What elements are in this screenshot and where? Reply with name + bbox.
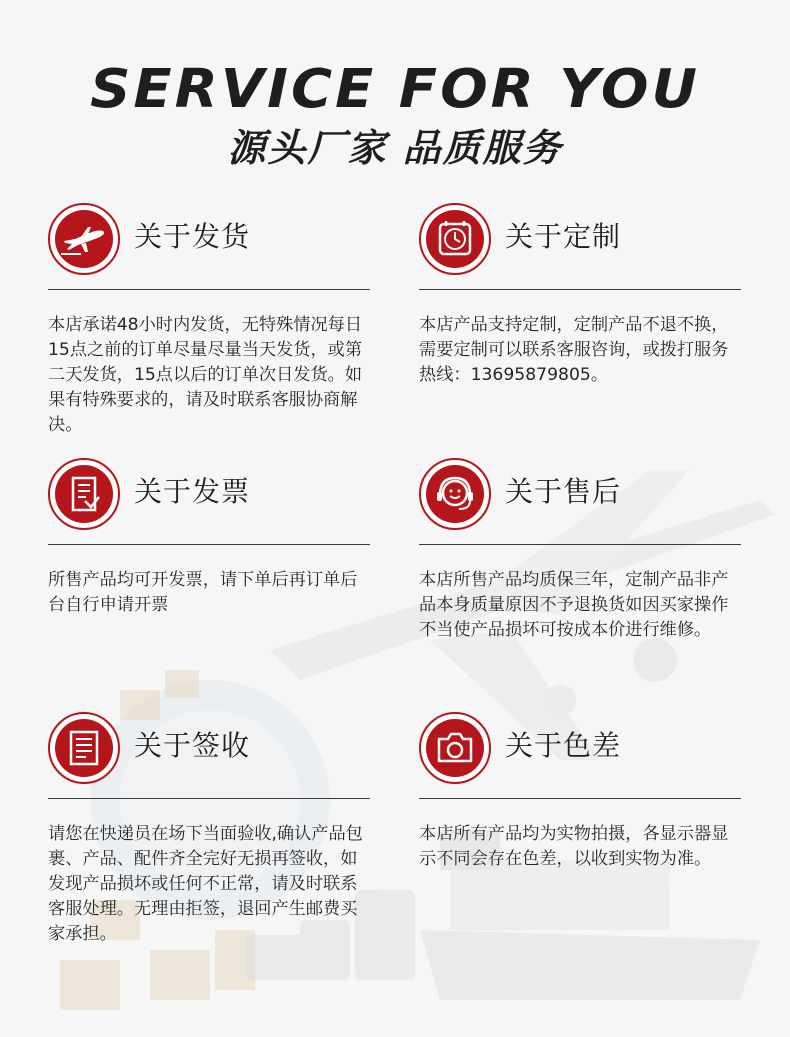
card-divider bbox=[48, 798, 370, 799]
card-color-difference bbox=[419, 712, 749, 869]
card-description: 本店所有产品均为实物拍摄，各显示器显示不同会存在色差，以收到实物为准。 bbox=[419, 824, 729, 869]
card-delivery-signing bbox=[48, 712, 378, 944]
card-title: 关于签收 bbox=[134, 729, 251, 762]
card-invoice bbox=[48, 458, 378, 615]
card-after-sales bbox=[419, 458, 749, 640]
card-customization bbox=[419, 203, 749, 385]
card-title: 关于定制 bbox=[505, 220, 622, 253]
hero-title: SERVICE FOR YOU bbox=[90, 58, 700, 121]
card-icon-frame bbox=[419, 712, 491, 784]
clock-icon bbox=[426, 210, 484, 268]
hero-subtitle: 源头厂家 品质服务 bbox=[227, 126, 563, 170]
airplane-icon bbox=[55, 210, 113, 268]
card-title: 关于色差 bbox=[505, 729, 622, 762]
card-divider bbox=[419, 289, 741, 290]
card-description: 请您在快递员在场下当面验收,确认产品包裹、产品、配件齐全完好无损再签收，如发现产品损坏或任何不正常，请及时联系客服处理。无理由拒签，退回产生邮费买家承担。 bbox=[48, 824, 363, 944]
receipt-form-icon bbox=[55, 719, 113, 777]
card-description: 本店承诺48小时内发货，无特殊情况每日15点之前的订单尽量尽量当天发货，或第二天发货，15点以后的订单次日发货。如果有特殊要求的，请及时联系客服协商解决。 bbox=[48, 315, 363, 435]
card-divider bbox=[419, 544, 741, 545]
card-icon-frame bbox=[48, 712, 120, 784]
card-description: 本店产品支持定制，定制产品不退不换，需要定制可以联系客服咨询，或拨打服务热线：13695879805。 bbox=[419, 315, 729, 385]
invoice-icon bbox=[55, 465, 113, 523]
card-title: 关于售后 bbox=[505, 475, 622, 508]
card-description: 所售产品均可开发票，请下单后再订单后台自行申请开票 bbox=[48, 570, 358, 615]
card-title: 关于发票 bbox=[134, 475, 251, 508]
card-icon-frame bbox=[48, 458, 120, 530]
card-icon-frame bbox=[48, 203, 120, 275]
card-icon-frame bbox=[419, 203, 491, 275]
camera-icon bbox=[426, 719, 484, 777]
support-headset-icon bbox=[426, 465, 484, 523]
card-description: 本店所售产品均质保三年，定制产品非产品本身质量原因不予退换货如因买家操作不当使产品损坏可按成本价进行维修。 bbox=[419, 570, 729, 640]
card-title: 关于发货 bbox=[134, 220, 251, 253]
card-divider bbox=[48, 544, 370, 545]
card-icon-frame bbox=[419, 458, 491, 530]
card-divider bbox=[48, 289, 370, 290]
card-divider bbox=[419, 798, 741, 799]
card-shipping bbox=[48, 203, 378, 435]
